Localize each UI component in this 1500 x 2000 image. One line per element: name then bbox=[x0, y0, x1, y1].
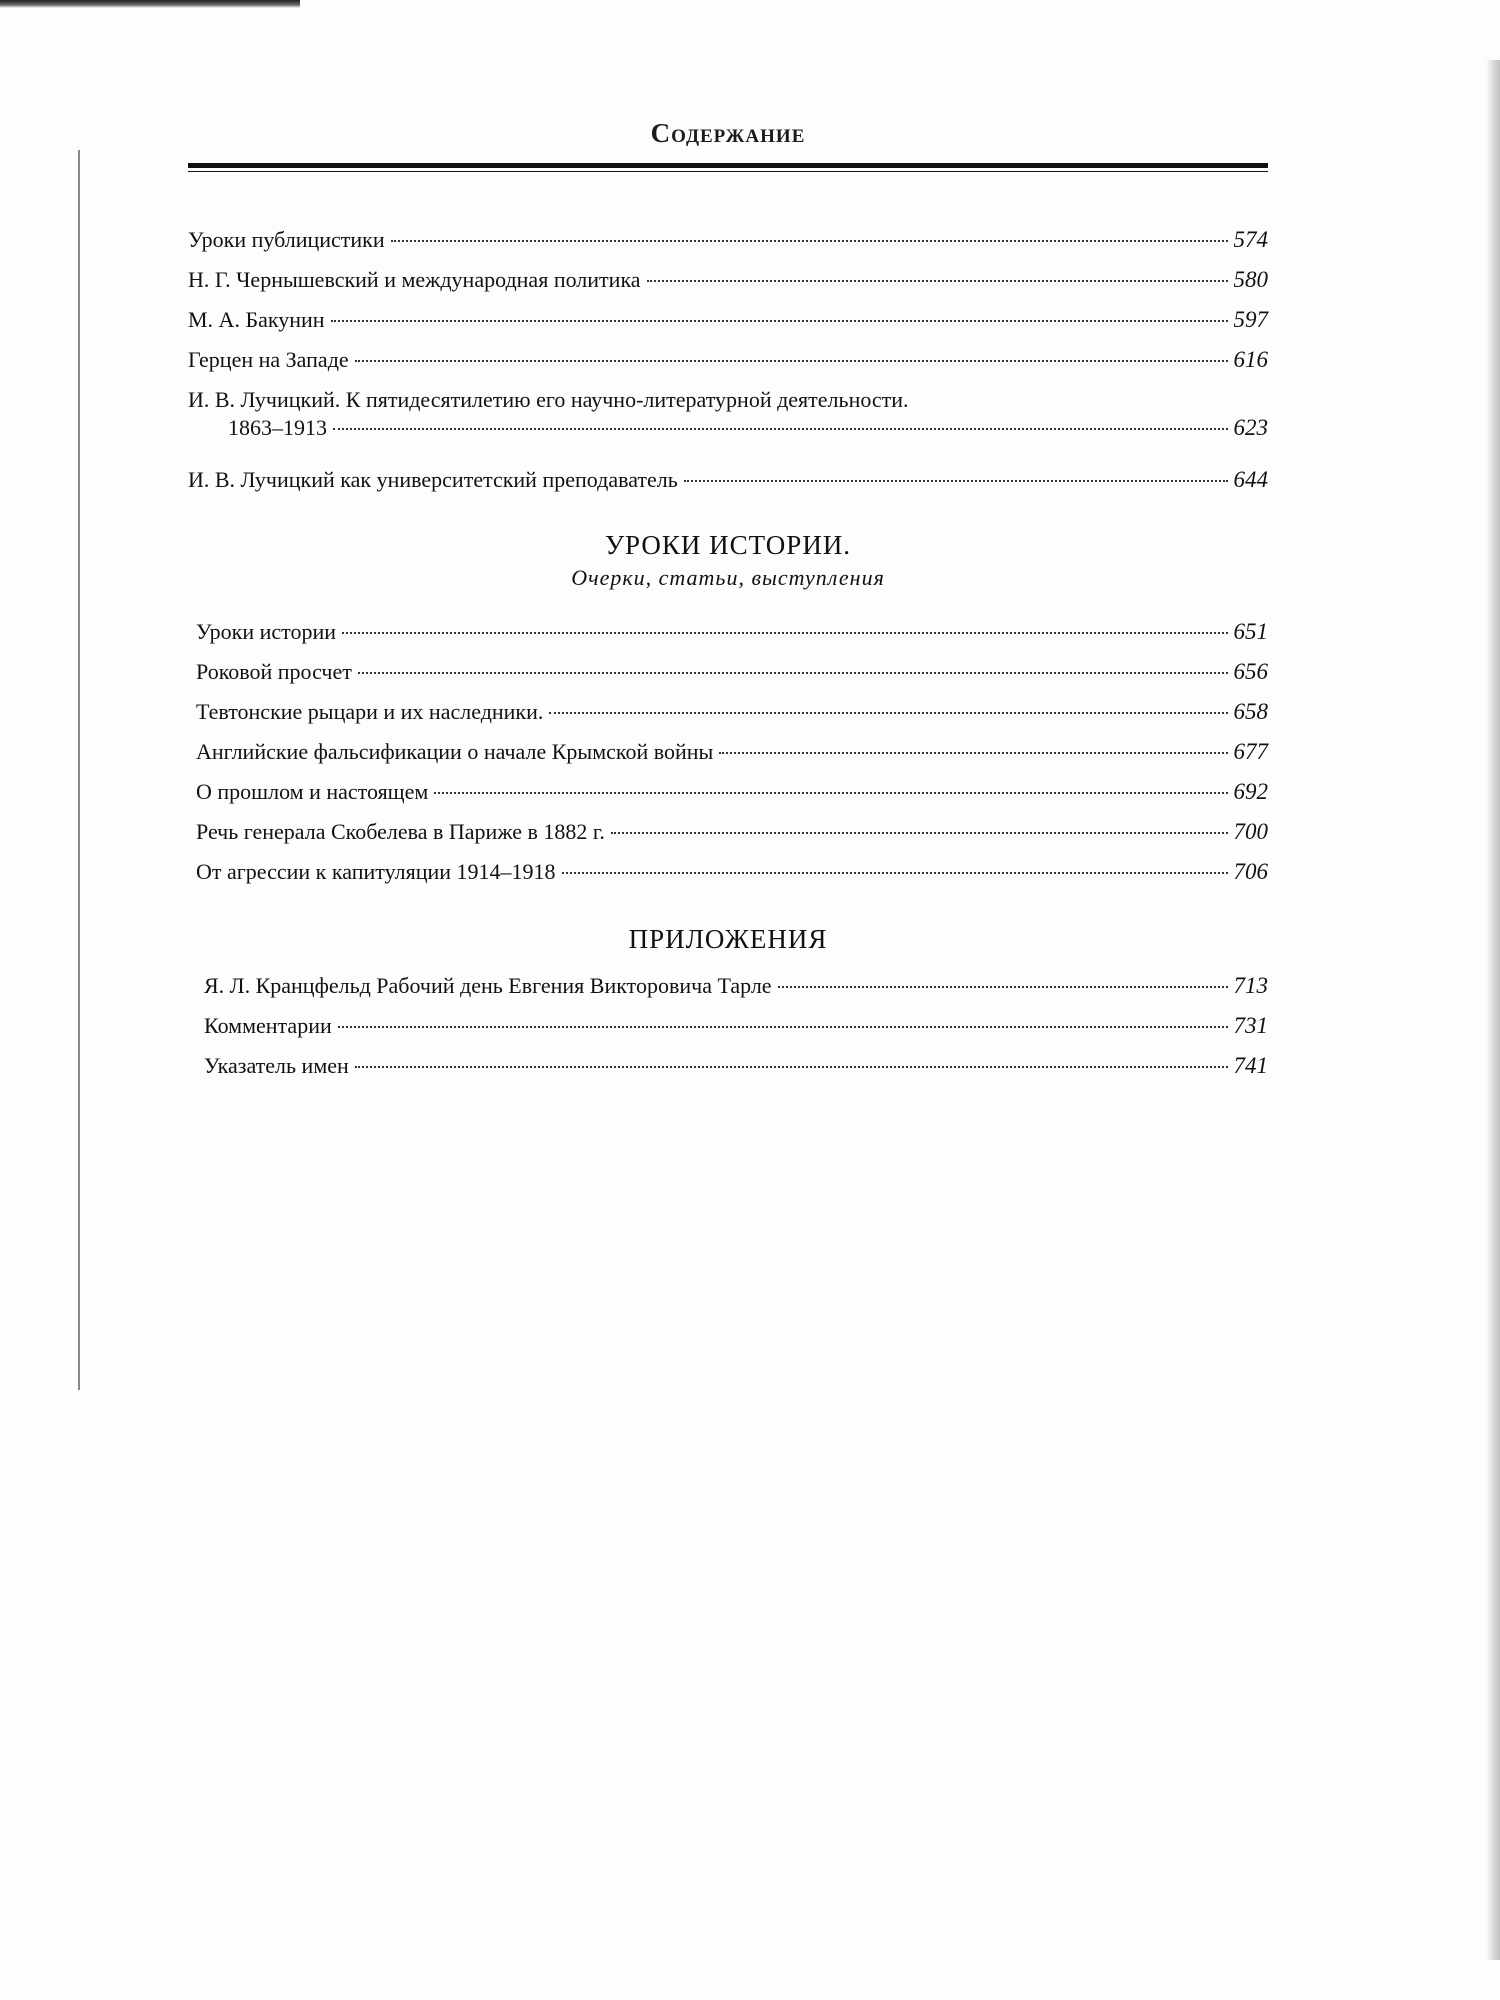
toc-entry[interactable] bbox=[204, 1052, 1268, 1092]
toc-entry-page: 706 bbox=[1233, 859, 1268, 884]
toc-entry-title: О прошлом и настоящем bbox=[196, 779, 429, 804]
toc-entry[interactable] bbox=[196, 618, 1268, 658]
toc-entry-page: 658 bbox=[1233, 699, 1268, 724]
leader-dots bbox=[778, 986, 1228, 988]
section-title: ПРИЛОЖЕНИЯ bbox=[628, 924, 828, 954]
toc-entry[interactable] bbox=[204, 1012, 1268, 1052]
leader-dots bbox=[355, 1066, 1228, 1068]
section-subtitle: Очерки, статьи, выступления bbox=[571, 565, 885, 590]
toc-entry[interactable] bbox=[196, 778, 1268, 818]
toc-entry[interactable] bbox=[188, 466, 1268, 506]
toc-entry[interactable] bbox=[188, 306, 1268, 346]
toc-entry-title: От агрессии к капитуляции 1914–1918 bbox=[196, 859, 556, 884]
section-heading bbox=[188, 924, 1268, 955]
toc-entry-page: 700 bbox=[1233, 819, 1268, 844]
toc-entry-title-continuation: 1863–1913 bbox=[228, 415, 327, 440]
toc-entry[interactable] bbox=[196, 818, 1268, 858]
toc-entry[interactable] bbox=[188, 226, 1268, 266]
scan-shadow-right bbox=[1486, 60, 1500, 1960]
toc-entry-page: 580 bbox=[1233, 267, 1268, 292]
leader-dots bbox=[342, 632, 1227, 634]
toc-entry-title: Роковой просчет bbox=[196, 659, 352, 684]
toc-entry-page: 644 bbox=[1233, 467, 1268, 492]
toc-entry-title: И. В. Лучицкий. К пятидесятилетию его научно-литературной деятельности. bbox=[188, 387, 909, 412]
toc-entry-page: 713 bbox=[1233, 973, 1268, 998]
toc-entry-page: 741 bbox=[1233, 1053, 1268, 1078]
toc-entry-page: 651 bbox=[1233, 619, 1268, 644]
toc-entry-title: Герцен на Западе bbox=[188, 347, 349, 372]
toc-entry-page: 731 bbox=[1233, 1013, 1268, 1038]
toc-entry[interactable] bbox=[188, 346, 1268, 386]
scan-shadow-top bbox=[0, 0, 300, 8]
toc-group-3 bbox=[204, 972, 1268, 1092]
section-title: УРОКИ ИСТОРИИ. bbox=[604, 530, 852, 560]
toc-entry-page: 623 bbox=[1233, 415, 1268, 440]
header-rule bbox=[188, 163, 1268, 172]
section-heading bbox=[188, 530, 1268, 591]
leader-dots bbox=[549, 712, 1227, 714]
toc-entry-page: 656 bbox=[1233, 659, 1268, 684]
leader-dots bbox=[719, 752, 1227, 754]
leader-dots bbox=[333, 428, 1228, 430]
toc-entry-title: Тевтонские рыцари и их наследники. bbox=[196, 699, 544, 724]
toc-entry[interactable] bbox=[188, 386, 1268, 466]
toc-entry[interactable] bbox=[196, 858, 1268, 898]
leader-dots bbox=[434, 792, 1227, 794]
leader-dots bbox=[684, 480, 1228, 482]
toc-entry-title: Английские фальсификации о начале Крымской войны bbox=[196, 739, 714, 764]
leader-dots bbox=[338, 1026, 1228, 1028]
page-header bbox=[188, 118, 1268, 172]
toc-entry-title: Уроки публицистики bbox=[188, 227, 385, 252]
toc-entry-title: Я. Л. Кранцфельд Рабочий день Евгения Викторовича Тарле bbox=[204, 973, 772, 998]
toc-entry-title: Уроки истории bbox=[196, 619, 337, 644]
toc-entry[interactable] bbox=[196, 738, 1268, 778]
toc-entry-page: 692 bbox=[1233, 779, 1268, 804]
scan-fold-line bbox=[78, 150, 80, 1390]
toc-entry-title: Комментарии bbox=[204, 1013, 332, 1038]
toc-entry[interactable] bbox=[204, 972, 1268, 1012]
toc-entry-page: 616 bbox=[1233, 347, 1268, 372]
toc-group-2 bbox=[196, 618, 1268, 898]
running-head: Содержание bbox=[650, 118, 806, 148]
toc-entry-title: Указатель имен bbox=[204, 1053, 349, 1078]
leader-dots bbox=[562, 872, 1228, 874]
toc-entry[interactable] bbox=[188, 266, 1268, 306]
leader-dots bbox=[358, 672, 1228, 674]
toc-entry-title: И. В. Лучицкий как университетский преподаватель bbox=[188, 467, 678, 492]
leader-dots bbox=[391, 240, 1228, 242]
toc-entry[interactable] bbox=[196, 698, 1268, 738]
toc-entry[interactable] bbox=[196, 658, 1268, 698]
leader-dots bbox=[611, 832, 1228, 834]
leader-dots bbox=[355, 360, 1228, 362]
toc-entry-page: 677 bbox=[1233, 739, 1268, 764]
toc-entry-page: 597 bbox=[1233, 307, 1268, 332]
toc-entry-title: Речь генерала Скобелева в Париже в 1882 г. bbox=[196, 819, 605, 844]
toc-entry-page: 574 bbox=[1233, 227, 1268, 252]
toc-entry-title: М. А. Бакунин bbox=[188, 307, 325, 332]
leader-dots bbox=[331, 320, 1228, 322]
toc-entry-title: Н. Г. Чернышевский и международная политика bbox=[188, 267, 641, 292]
toc-group-1 bbox=[188, 226, 1268, 506]
toc-entry-continuation-line bbox=[188, 414, 1268, 442]
leader-dots bbox=[647, 280, 1228, 282]
